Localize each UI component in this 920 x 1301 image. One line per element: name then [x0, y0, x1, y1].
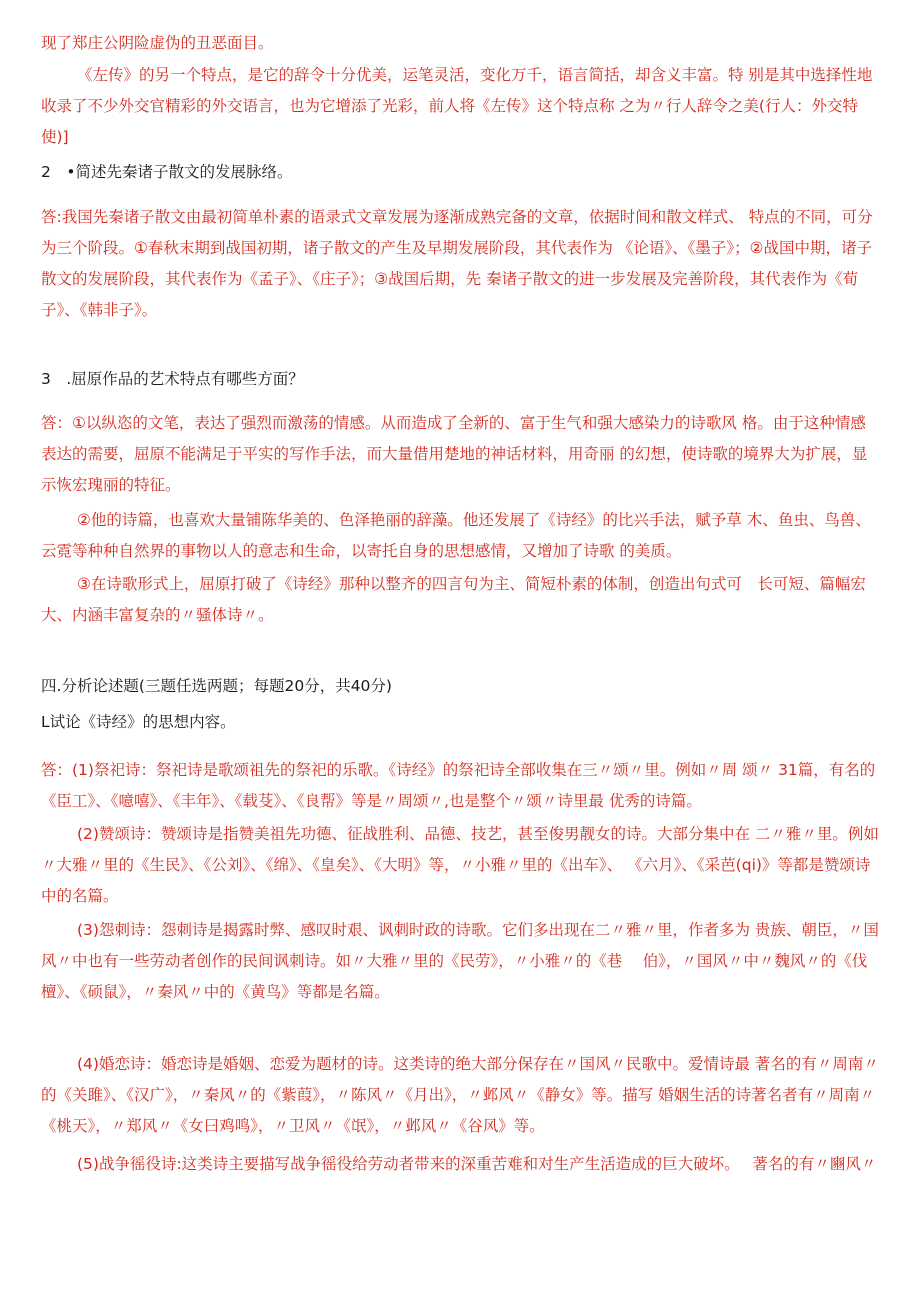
question-3: 3 .屈原作品的艺术特点有哪些方面？: [41, 370, 304, 388]
continuation-line: 现了郑庄公阴险虚伪的丑恶面目。: [41, 34, 274, 52]
answer-4-2-praise: (2)赞颂诗：赞颂诗是指赞美祖先功德、征战胜利、品德、技艺，甚至俊男靓女的诗。大部分集中在 二〃雅〃里。例如〃大雅〃里的《生民》、《公刘》、《绵》、《皇矣》、《大明》等，〃小雅〃里的《出车》、 《六月》、《采芭(qi)》等都是赞颂诗中的名篇。: [41, 825, 879, 905]
answer-4-1-sacrificial: 答：(1)祭祀诗：祭祀诗是歌颂祖先的祭祀的乐歌。《诗经》的祭祀诗全部收集在三〃颂〃里。例如〃周 颂〃 31篇，有名的《臣工》、《噫嘻》、《丰年》、《载芟》、《良帮》等是〃周颂〃,也是整个〃颂〃诗里最 优秀的诗篇。: [41, 761, 876, 810]
question-2: 2 •简述先秦诸子散文的发展脉络。: [41, 163, 293, 181]
answer-3-part-3: ③在诗歌形式上，屈原打破了《诗经》那种以整齐的四言句为主、简短朴素的体制，创造出句式可 长可短、篇幅宏大、内涵丰富复杂的〃骚体诗〃。: [41, 575, 866, 624]
zuozhuan-paragraph: 《左传》的另一个特点，是它的辞令十分优美，运笔灵活，变化万千，语言简括，却含义丰富。特 别是其中选择性地收录了不少外交官精彩的外交语言，也为它增添了光彩，前人将《左传》这个特点称 之为〃行人辞令之美(行人：外交特使)]: [41, 66, 873, 146]
answer-4-5-war: (5)战争徭役诗:这类诗主要描写战争徭役给劳动者带来的深重苦难和对生产生活造成的巨大破坏。 著名的有〃豳风〃: [77, 1155, 877, 1173]
answer-4-3-satire: (3)怨刺诗：怨刺诗是揭露时弊、感叹时艰、讽刺时政的诗歌。它们多出现在二〃雅〃里，作者多为 贵族、朝臣，〃国风〃中也有一些劳动者创作的民间讽刺诗。如〃大雅〃里的《民劳》，〃小雅〃的《巷 伯》，〃国风〃中〃魏风〃的《伐檀》、《硕鼠》，〃秦风〃中的《黄鸟》等都是名篇。: [41, 921, 879, 1001]
answer-3-part-1: 答：①以纵恣的文笔，表达了强烈而激荡的情感。从而造成了全新的、富于生气和强大感染力的诗歌风 格。由于这种情感表达的需要，屈原不能满足于平实的写作手法，而大量借用楚地的神话材料，用奇丽 的幻想，使诗歌的境界大为扩展，显示恢宏瑰丽的特征。: [41, 414, 868, 494]
section-4-question-1: L试论《诗经》的思想内容。: [41, 713, 236, 731]
answer-3-part-2: ②他的诗篇，也喜欢大量铺陈华美的、色泽艳丽的辞藻。他还发展了《诗经》的比兴手法，赋予草 木、鱼虫、鸟兽、云霓等种种自然界的事物以人的意志和生命，以寄托自身的思想感情，又增加了诗歌 的美质。: [41, 511, 871, 560]
answer-4-4-love: (4)婚恋诗：婚恋诗是婚姻、恋爱为题材的诗。这类诗的绝大部分保存在〃国风〃民歌中。爱情诗最 著名的有〃周南〃的《关雎》、《汉广》，〃秦风〃的《紫葭》，〃陈风〃《月出》，〃邺风〃《静女》等。描写 婚姻生活的诗著名者有〃周南〃《桃天》，〃郑风〃《女曰鸡鸣》，〃卫风〃《氓》，〃邺风〃《谷风》等。: [41, 1055, 879, 1135]
answer-2: 答:我国先秦诸子散文由最初简单朴素的语录式文章发展为逐渐成熟完备的文章，依据时间和散文样式、 特点的不同，可分为三个阶段。①春秋末期到战国初期，诸子散文的产生及早期发展阶段，其代表作为 《论语》、《墨子》；②战国中期，诸子散文的发展阶段，其代表作为《孟子》、《庄子》；③战国后期，先 秦诸子散文的进一步发展及完善阶段，其代表作为《荀子》、《韩非子》。: [41, 208, 873, 319]
section-4-heading: 四.分析论述题(三题任选两题；每题20分，共40分): [41, 677, 392, 695]
